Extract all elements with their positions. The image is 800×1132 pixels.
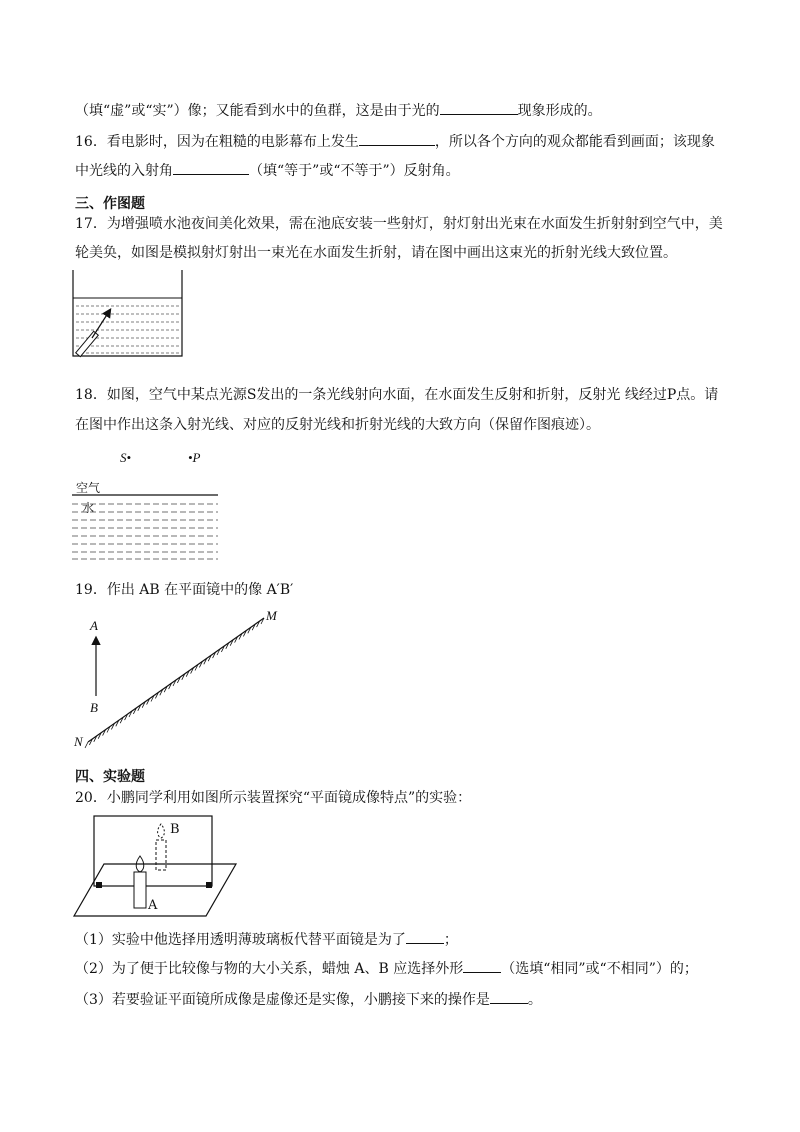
q19-line: 19．作出 AB 在平面镜中的像 A′B′ (75, 582, 294, 598)
mirror-diagram (68, 604, 298, 754)
water-label: 水 (82, 501, 95, 515)
flame-b (158, 824, 165, 838)
q20-2-text: （2）为了便于比较像与物的大小关系，蜡烛 A、B 应选择外形 (75, 961, 464, 977)
candle-b-image (156, 840, 166, 870)
q16-text-d: （填“等于”或“不等于”）反射角。 (249, 163, 460, 179)
q16-blank-1[interactable] (359, 131, 435, 146)
q17-line-1: 17．为增强喷水池夜间美化效果，需在池底安装一些射灯，射灯射出光束在水面发生折射射到空气中，美 (75, 216, 723, 232)
q20-figure (70, 812, 250, 922)
q20-2-blank[interactable] (463, 958, 501, 973)
q15-text-2: 现象形成的。 (517, 103, 602, 119)
q20-3-text: （3）若要验证平面镜所成像是虚像还是实像，小鹏接下来的操作是 (75, 992, 490, 1008)
q15-text-1: （填“虚”或“实”）像；又能看到水中的鱼群，这是由于光的 (75, 103, 440, 119)
q18-line-2: 在图中作出这条入射光线、对应的反射光线和折射光线的大致方向（保留作图痕迹）。 (75, 417, 600, 433)
q20-1-text: （1）实验中他选择用透明薄玻璃板代替平面镜是为了 (75, 932, 406, 948)
q20-1-blank[interactable] (406, 929, 444, 944)
q19-figure (68, 604, 298, 754)
clip-left (96, 882, 102, 888)
point-n-label: N (74, 734, 83, 749)
apparatus-diagram (70, 812, 250, 922)
q16-blank-2[interactable] (173, 160, 249, 175)
glass-plate (94, 816, 212, 886)
q16-text-a: 16．看电影时，因为在粗糙的电影幕布上发生 (75, 134, 359, 150)
q17-line-2: 轮美奂，如图是模拟射灯射出一束光在水面发生折射，请在图中画出这束光的折射光线大致位置。 (75, 245, 677, 261)
q16-line-1 (75, 131, 715, 152)
q20-1-end: ； (443, 932, 458, 948)
q20-3-end: 。 (527, 992, 542, 1008)
water-hatching (76, 306, 180, 353)
candle-b-label: B (170, 822, 180, 837)
q16-text-c: 中光线的入射角 (75, 163, 173, 179)
clip-right (206, 882, 212, 888)
water-hatching (72, 504, 218, 559)
q15-line (75, 100, 602, 121)
q20-sub-2 (75, 958, 698, 979)
q17-figure (70, 268, 190, 360)
mirror-hatching (85, 618, 264, 748)
point-p-label: •P (188, 450, 201, 465)
q18-line-1: 18．如图，空气中某点光源S发出的一条光线射向水面，在水面发生反射和折射，反射光 线经过P点。请 (75, 387, 719, 403)
q20-intro: 20．小鹏同学利用如图所示装置探究“平面镜成像特点”的实验： (75, 790, 472, 806)
point-m-label: M (266, 608, 277, 623)
point-b-label: B (90, 700, 98, 715)
candle-a (134, 872, 146, 908)
air-label: 空气 (76, 481, 101, 495)
section-3-title: 三、作图题 (75, 196, 145, 212)
point-a-label: A (90, 618, 98, 633)
q15-blank[interactable] (440, 100, 518, 115)
q18-figure (70, 446, 230, 564)
point-s-label: S• (120, 450, 132, 465)
q20-sub-1 (75, 929, 458, 950)
q20-sub-3 (75, 989, 542, 1010)
q16-text-b: ，所以各个方向的观众都能看到画面；该现象 (434, 134, 715, 150)
q20-2-end: （选填“相同”或“不相同”）的； (501, 961, 698, 977)
q16-line-2 (75, 160, 460, 181)
section-4-title: 四、实验题 (75, 769, 145, 785)
candle-a-label: A (148, 898, 158, 913)
q20-3-blank[interactable] (490, 989, 528, 1004)
water-diagram (70, 446, 230, 564)
